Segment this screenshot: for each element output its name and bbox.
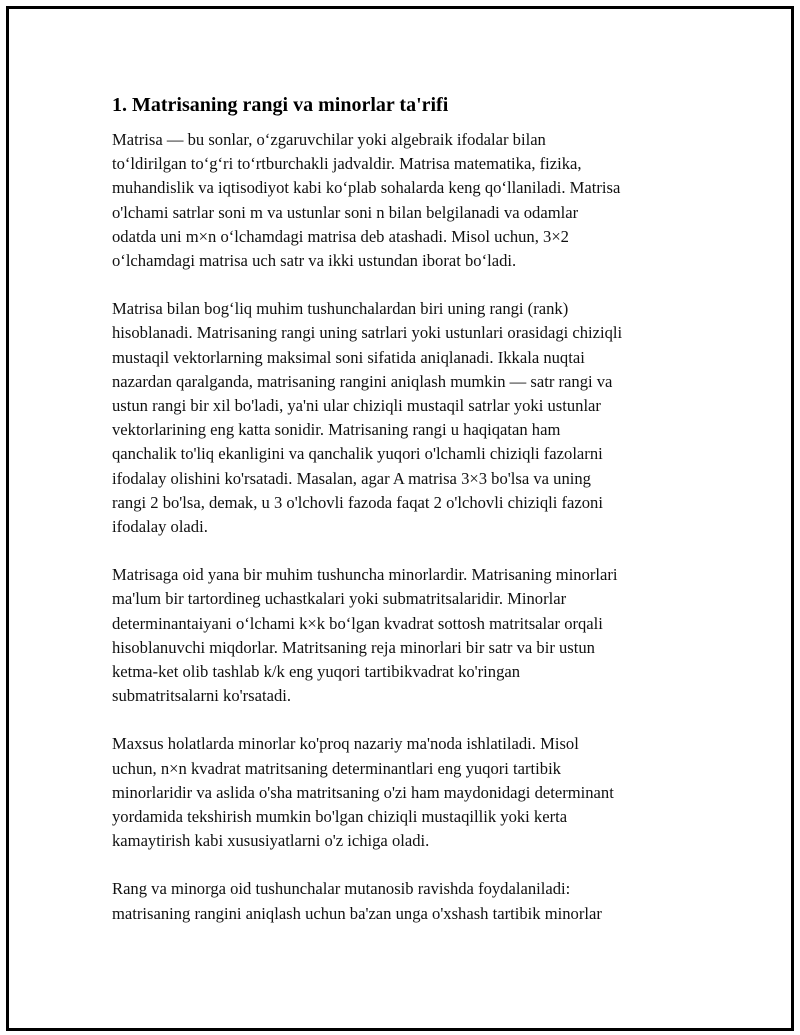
- text-line: ifodalay oladi.: [112, 517, 208, 537]
- text-line: submatritsalarni ko'rsatadi.: [112, 686, 292, 706]
- text-line: mustaqil vektorlarning maksimal soni sifatida aniqlanadi. Ikkala nuqtai: [112, 347, 585, 367]
- paragraph-5: [112, 877, 672, 925]
- text-line: matrisaning rangini aniqlash uchun ba'zan unga o'xshash tartibik minorlar: [112, 903, 602, 923]
- text-line: nazardan qaralganda, matrisaning rangini aniqlash mumkin — satr rangi va: [112, 371, 613, 391]
- text-line: hisoblanadi. Matrisaning rangi uning satrlari yoki ustunlari orasidagi chiziqli: [112, 323, 623, 343]
- text-line: qanchalik to'liq ekanligini va qanchalik yuqori o'lchamli chiziqli fazolarni: [112, 444, 603, 464]
- text-line: determinantaiyani o‘lchami k×k bo‘lgan kvadrat sottosh matritsalar orqali: [112, 613, 603, 633]
- text-line: Matrisa bilan bog‘liq muhim tushunchalardan biri uning rangi (rank): [112, 299, 569, 319]
- text-line: Matrisaga oid yana bir muhim tushuncha minorlardir. Matrisaning minorlari: [112, 565, 618, 585]
- text-line: odatda uni m×n o‘lchamdagi matrisa deb atashadi. Misol uchun, 3×2: [112, 226, 569, 246]
- text-line: yordamida tekshirish mumkin bo'lgan chiziqli mustaqillik yoki kerta: [112, 807, 568, 827]
- text-line: ustun rangi bir xil bo'ladi, ya'ni ular chiziqli mustaqil satrlar yoki ustunlar: [112, 396, 601, 416]
- paragraph-1: [112, 128, 672, 273]
- text-line: hisoblanuvchi miqdorlar. Matritsaning reja minorlari bir satr va bir ustun: [112, 637, 595, 657]
- text-line: to‘ldirilgan to‘g‘ri to‘rtburchakli jadvaldir. Matrisa matematika, fizika,: [112, 154, 582, 174]
- text-line: o'lchami satrlar soni m va ustunlar soni n bilan belgilanadi va odamlar: [112, 202, 579, 222]
- document-body: [112, 92, 672, 950]
- text-line: vektorlarining eng katta sonidir. Matrisaning rangi u haqiqatan ham: [112, 420, 561, 440]
- text-line: ifodalay olishini ko'rsatadi. Masalan, agar A matrisa 3×3 bo'lsa va uning: [112, 468, 591, 488]
- text-line: Matrisa — bu sonlar, o‘zgaruvchilar yoki algebraik ifodalar bilan: [112, 130, 546, 149]
- text-line: minorlaridir va aslida o'sha matritsaning o'zi ham maydonidagi determinant: [112, 782, 614, 802]
- text-line: uchun, n×n kvadrat matritsaning determinantlari eng yuqori tartibik: [112, 758, 561, 778]
- text-line: ma'lum bir tartordineg uchastkalari yoki submatritsalaridir. Minorlar: [112, 589, 567, 609]
- text-line: ketma-ket olib tashlab k/k eng yuqori tartibikvadrat ko'ringan: [112, 662, 521, 682]
- text-line: o‘lchamdagi matrisa uch satr va ikki ustundan iborat bo‘ladi.: [112, 251, 517, 271]
- text-line: Maxsus holatlarda minorlar ko'proq nazariy ma'noda ishlatiladi. Misol: [112, 734, 579, 754]
- paragraph-list: [112, 128, 672, 926]
- paragraph-3: [112, 563, 672, 708]
- section-title: 1. Matrisaning rangi va minorlar ta'rifi: [112, 94, 449, 116]
- paragraph-4: [112, 732, 672, 853]
- text-line: kamaytirish kabi xususiyatlarni o'z ichiga oladi.: [112, 831, 430, 851]
- text-line: rangi 2 bo'lsa, demak, u 3 o'lchovli fazoda faqat 2 o'lchovli chiziqli fazoni: [112, 492, 603, 512]
- text-line: Rang va minorga oid tushunchalar mutanosib ravishda foydalaniladi:: [112, 879, 571, 899]
- paragraph-2: [112, 297, 672, 539]
- text-line: muhandislik va iqtisodiyot kabi ko‘plab sohalarda keng qo‘llaniladi. Matrisa: [112, 178, 621, 198]
